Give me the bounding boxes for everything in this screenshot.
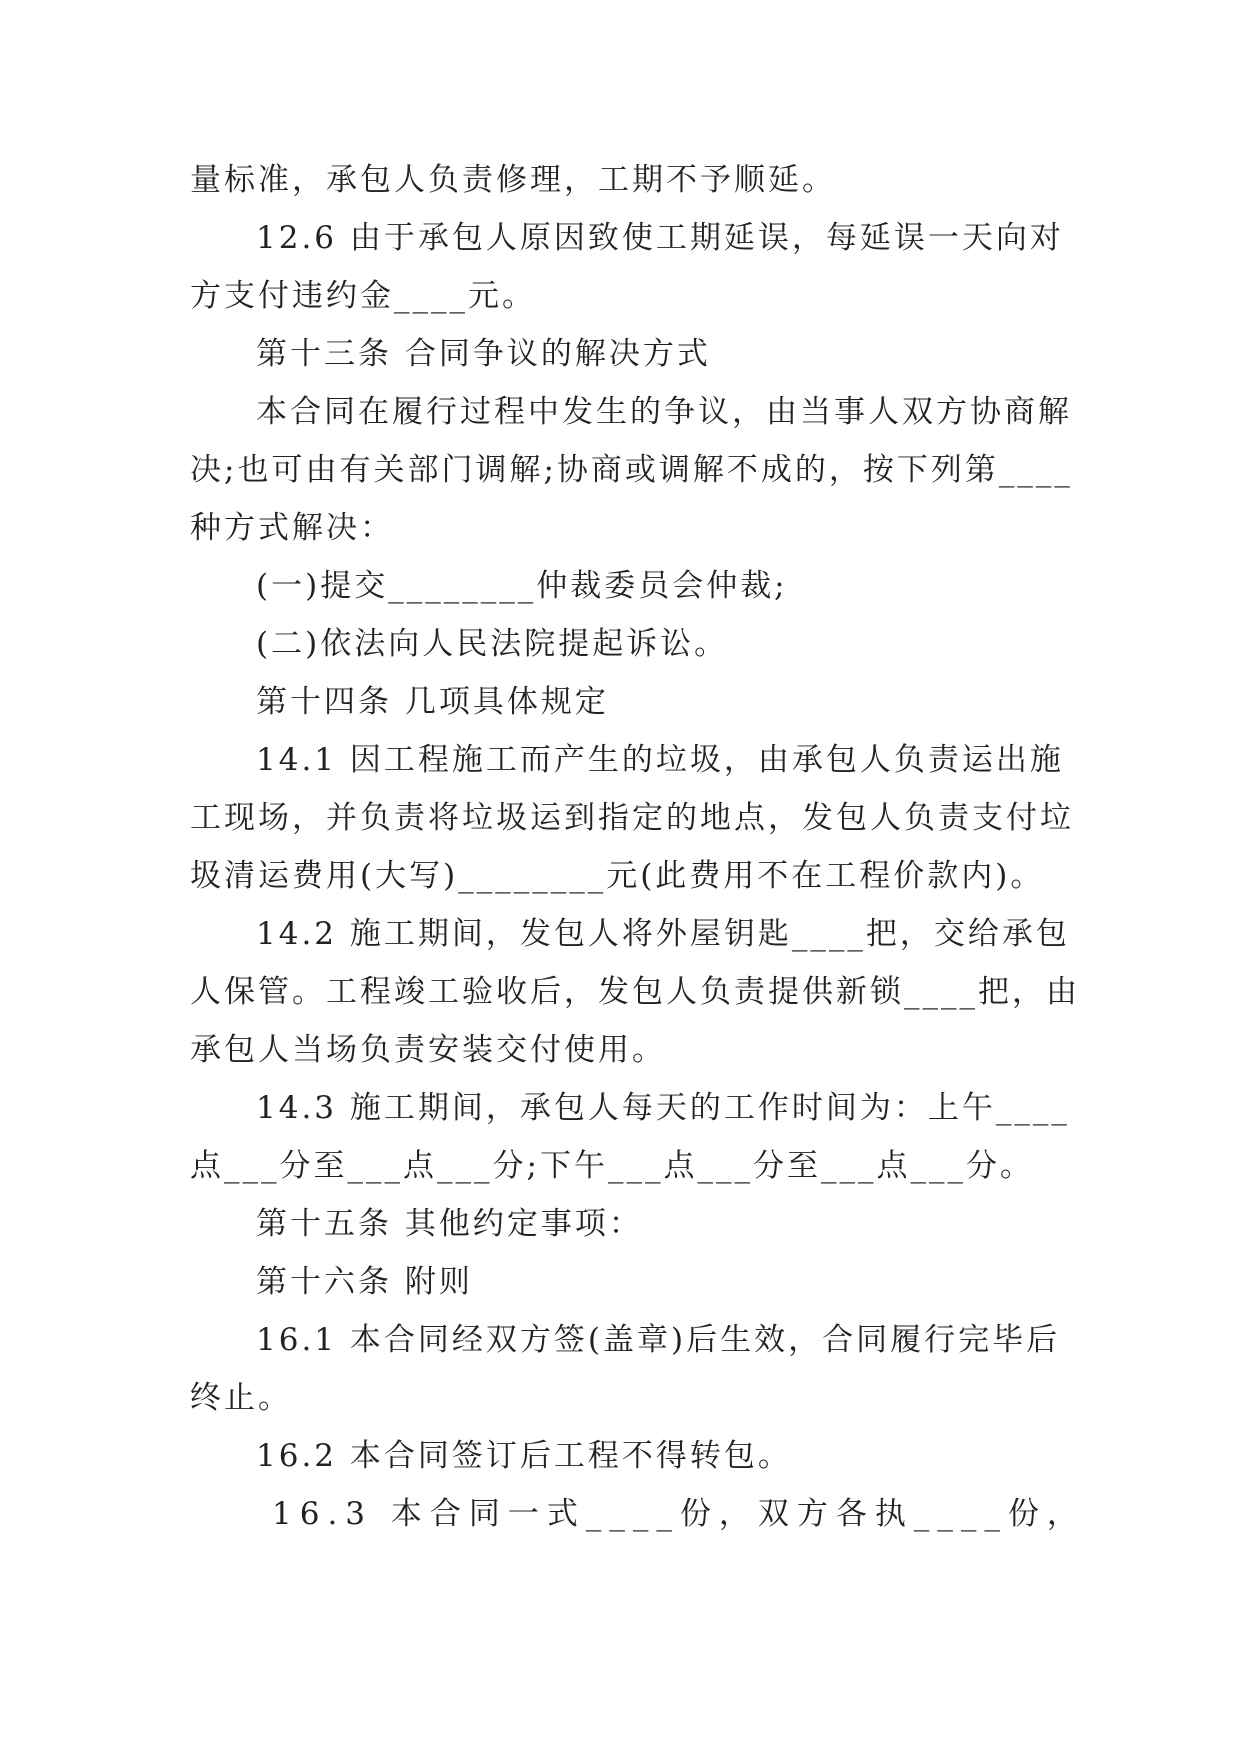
text-line: 14.1 因工程施工而产生的垃圾，由承包人负责运出施 (256, 742, 1064, 778)
text-line: 圾清运费用(大写)________元(此费用不在工程价款内)。 (190, 858, 1045, 894)
text-line: 人保管。工程竣工验收后，发包人负责提供新锁____把，由 (190, 974, 1080, 1010)
text-line: 方支付违约金____元。 (190, 278, 536, 314)
article-heading: 第十五条 其他约定事项： (256, 1206, 643, 1242)
text-line: 决;也可由有关部门调解;协商或调解不成的，按下列第____ (190, 452, 1073, 488)
article-heading: 第十六条 附则 (256, 1264, 473, 1300)
text-line: 点___分至___点___分;下午___点___分至___点___分。 (190, 1148, 1034, 1184)
text-line: 承包人当场负责安装交付使用。 (190, 1032, 666, 1068)
text-line: 12.6 由于承包人原因致使工期延误，每延误一天向对 (256, 220, 1064, 256)
text-line: 工现场，并负责将垃圾运到指定的地点，发包人负责支付垃 (190, 800, 1074, 836)
text-line: (二)依法向人民法院提起诉讼。 (256, 626, 729, 662)
text-line: 16.1 本合同经双方签(盖章)后生效，合同履行完毕后 (256, 1322, 1061, 1358)
text-line: 14.3 施工期间，承包人每天的工作时间为：上午____ (256, 1090, 1070, 1126)
text-line: 16.3 本合同一式____份，双方各执____份， (272, 1496, 1086, 1532)
text-line: 量标准，承包人负责修理，工期不予顺延。 (190, 162, 836, 198)
text-line: 14.2 施工期间，发包人将外屋钥匙____把，交给承包 (256, 916, 1070, 952)
text-line: 种方式解决： (190, 510, 394, 546)
article-heading: 第十三条 合同争议的解决方式 (256, 336, 711, 372)
text-line: 终止。 (190, 1380, 292, 1416)
text-line: 本合同在履行过程中发生的争议，由当事人双方协商解 (256, 394, 1072, 430)
text-line: 16.2 本合同签订后工程不得转包。 (256, 1438, 792, 1474)
article-heading: 第十四条 几项具体规定 (256, 684, 609, 720)
text-line: (一)提交________仲裁委员会仲裁; (256, 568, 788, 604)
